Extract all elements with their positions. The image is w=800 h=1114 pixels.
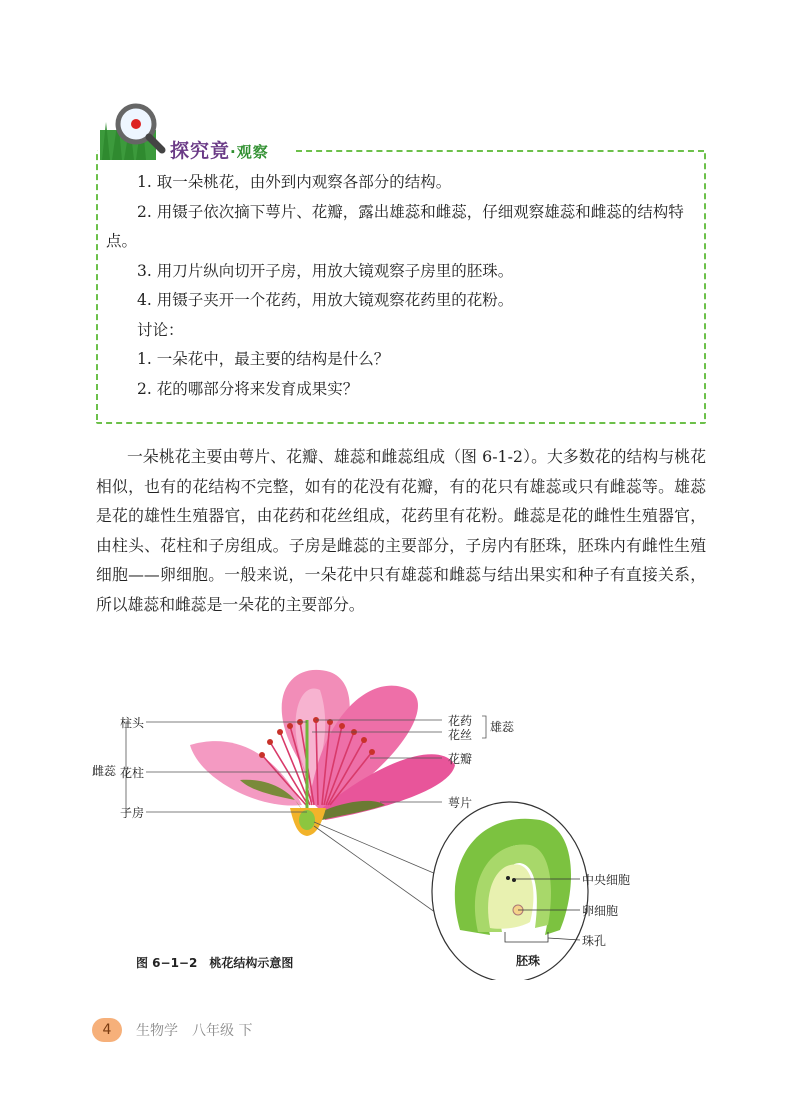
label-pistil: 雌蕊 [92, 764, 117, 778]
inquiry-subtitle: ·观察 [230, 143, 269, 161]
label-egg-cell: 卵细胞 [582, 904, 619, 918]
inquiry-line: 2. 花的哪部分将来发育成果实？ [137, 379, 359, 398]
label-central-cell: 中央细胞 [582, 873, 631, 887]
inquiry-line: 1. 一朵花中，最主要的结构是什么？ [137, 350, 390, 368]
page-number: 4 [92, 1018, 122, 1042]
figure-caption: 图 6−1−2 桃花结构示意图 [136, 956, 294, 970]
label-stigma: 柱头 [120, 716, 145, 730]
inquiry-line: 2. 用镊子依次摘下萼片、花瓣，露出雄蕊和雌蕊，仔细观察雄蕊和雌蕊的结构特点。 [106, 202, 684, 250]
inquiry-line: 讨论： [137, 320, 184, 339]
book-title: 生物学 八年级 下 [136, 1023, 253, 1039]
label-petal: 花瓣 [448, 752, 473, 766]
peach-flower-illustration [80, 660, 720, 980]
label-filament: 花丝 [448, 728, 473, 742]
inquiry-title-text: 探究竟 [170, 140, 231, 162]
label-anther: 花药 [448, 714, 473, 728]
inquiry-line: 1. 取一朵桃花，由外到内观察各部分的结构。 [137, 173, 452, 191]
label-ovule: 胚珠 [516, 954, 541, 968]
inquiry-section [96, 100, 706, 425]
label-sepal: 萼片 [448, 796, 473, 810]
inquiry-line: 4. 用镊子夹开一个花药，用放大镜观察花药里的花粉。 [137, 291, 514, 309]
inquiry-steps [106, 168, 696, 404]
inquiry-line: 3. 用刀片纵向切开子房，用放大镜观察子房里的胚珠。 [137, 261, 514, 280]
flower-structure-figure [80, 660, 720, 980]
label-stamen: 雄蕊 [490, 720, 515, 734]
label-style: 花柱 [120, 766, 145, 780]
main-paragraph: 一朵桃花主要由萼片、花瓣、雄蕊和雌蕊组成（图 6-1-2）。大多数花的结构与桃花相似，也有的花结构不完整，如有的花没有花瓣，有的花只有雄蕊或只有雌蕊等。雄蕊是花的雄性生殖器官，由花药和花丝组成，花药里有花粉。雌蕊是花的雌性生殖器官，由柱头、花柱和子房组成。子房是雌蕊的主要部分，子房内有胚珠，胚珠内有雌性生殖细胞——卵细胞。一般来说，一朵花中只有雄蕊和雌蕊与结出果实和种子有直接关系，所以雄蕊和雌蕊是一朵花的主要部分。 [96, 447, 706, 614]
label-ovary: 子房 [120, 806, 145, 820]
label-micropyle: 珠孔 [582, 934, 607, 948]
